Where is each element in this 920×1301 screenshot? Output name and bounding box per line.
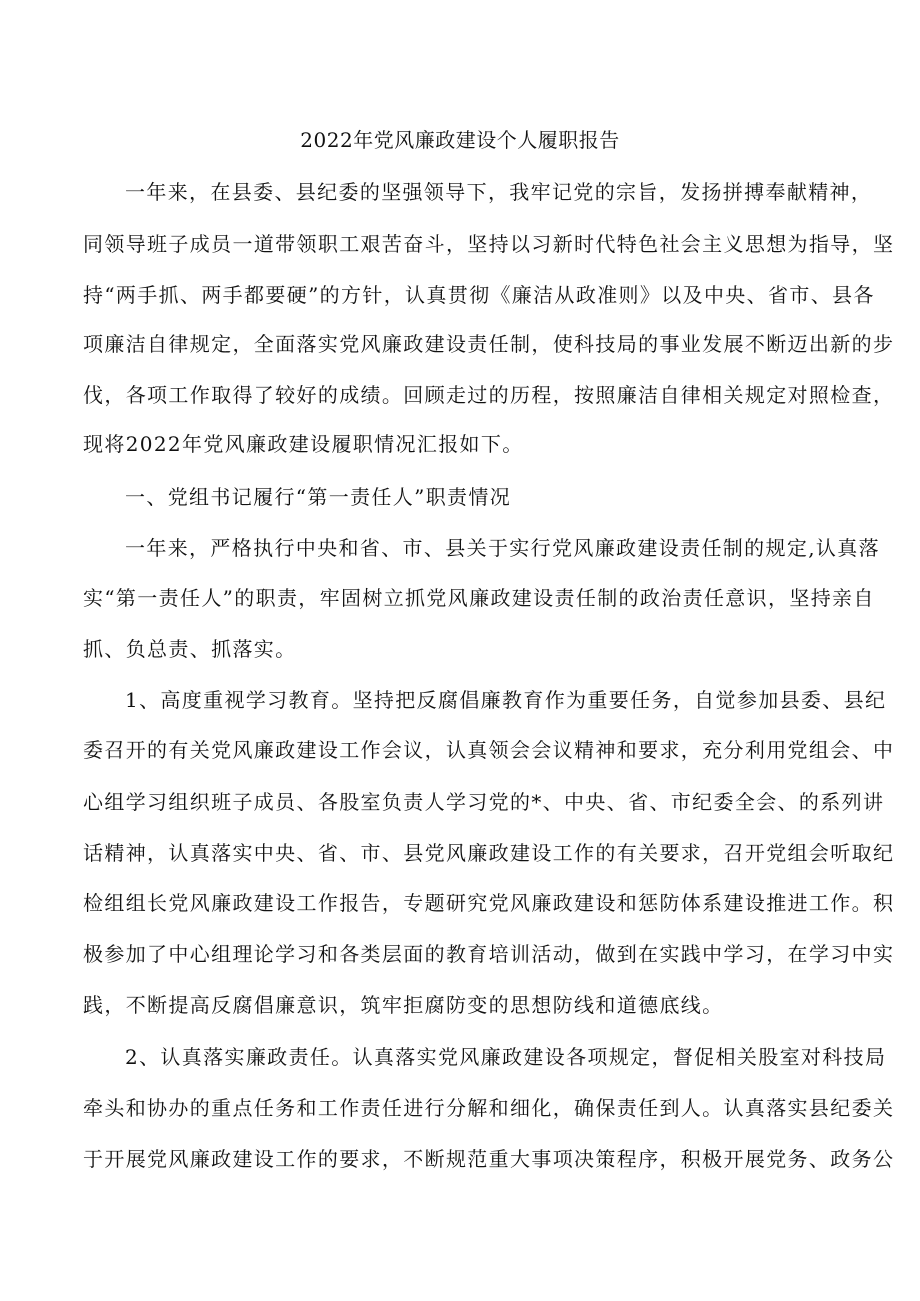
item1-line: 极参加了中心组理论学习和各类层面的教育培训活动，做到在实践中学习，在学习中实: [83, 942, 895, 966]
intro-line: 一年来，在县委、县纪委的坚强领导下，我牢记党的宗旨，发扬拼搏奉献精神，: [125, 180, 873, 204]
intro-line: 持“两手抓、两手都要硬”的方针，认真贯彻《廉洁从政准则》以及中央、省市、县各: [83, 283, 875, 307]
item2-line: 于开展党风廉政建设工作的要求，不断规范重大事项决策程序，积极开展党务、政务公: [83, 1147, 895, 1171]
item1-line: 话精神，认真落实中央、省、市、县党风廉政建设工作的有关要求，召开党组会听取纪: [83, 841, 895, 865]
section-para-line: 一年来，严格执行中央和省、市、县关于实行党风廉政建设责任制的规定,认真落: [125, 536, 880, 560]
intro-line: 同领导班子成员一道带领职工艰苦奋斗，坚持以习新时代特色社会主义思想为指导，坚: [83, 232, 895, 256]
item2-line: 牵头和协办的重点任务和工作责任进行分解和细化，确保责任到人。认真落实县纪委关: [83, 1096, 895, 1120]
intro-line: 项廉洁自律规定，全面落实党风廉政建设责任制，使科技局的事业发展不断迈出新的步: [83, 332, 895, 356]
intro-line: 现将2022年党风廉政建设履职情况汇报如下。: [83, 432, 524, 456]
intro-line: 伐，各项工作取得了较好的成绩。回顾走过的历程，按照廉洁自律相关规定对照检查，: [83, 383, 895, 407]
item1-line: 1、高度重视学习教育。坚持把反腐倡廉教育作为重要任务，自觉参加县委、县纪: [125, 688, 887, 712]
document-title: 2022年党风廉政建设个人履职报告: [300, 128, 620, 152]
item1-line: 委召开的有关党风廉政建设工作会议，认真领会会议精神和要求，充分利用党组会、中: [83, 738, 895, 762]
section-para-line: 实“第一责任人”的职责，牢固树立抓党风廉政建设责任制的政治责任意识，坚持亲自: [83, 586, 875, 610]
item2-line: 2、认真落实廉政责任。认真落实党风廉政建设各项规定，督促相关股室对科技局: [125, 1045, 887, 1069]
section-para-line: 抓、负总责、抓落实。: [83, 637, 297, 661]
section-heading: 一、党组书记履行“第一责任人”职责情况: [125, 485, 512, 509]
item1-line: 检组组长党风廉政建设工作报告，专题研究党风廉政建设和惩防体系建设推进工作。积: [83, 891, 895, 915]
item1-line: 心组学习组织班子成员、各股室负责人学习党的*、中央、省、市纪委全会、的系列讲: [83, 790, 885, 814]
item1-line: 践，不断提高反腐倡廉意识，筑牢拒腐防变的思想防线和道德底线。: [83, 993, 724, 1017]
